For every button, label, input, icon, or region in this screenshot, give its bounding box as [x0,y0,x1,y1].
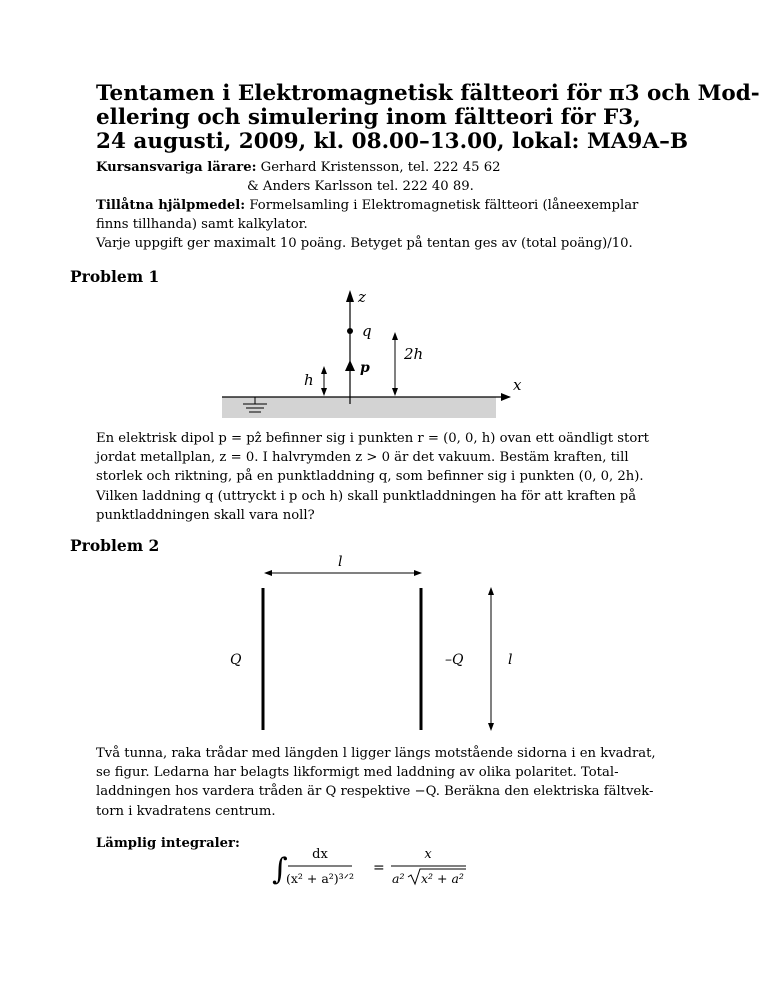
title-line-2: ellering och simulering inom fältteori för F3, [96,105,641,130]
l-side-arrow-top [488,587,494,595]
integrals-label: Lämplig integraler: [96,836,240,851]
formula-numerator-right: x [424,847,432,862]
problem-2-line-2: se figur. Ledarna har belagts likformigt med laddning av olika polaritet. Total- [96,765,619,781]
l-side-arrow-bottom [488,723,494,731]
l-top-label: l [338,554,343,570]
l-top-arrow-right [414,570,422,576]
responsible-teacher-2: & Anders Karlsson tel. 222 40 89. [247,179,474,194]
formula-equals: = [373,860,385,876]
aids-text-2: finns tillhanda) samt kalkylator. [96,217,308,232]
l-side-label: l [508,652,513,668]
formula-denominator-right-sqrt: x² + a² [421,871,464,886]
2h-dimension [392,332,398,396]
problem-1-heading: Problem 1 [70,267,160,286]
minus-Q-label: –Q [445,652,464,668]
integral-sign: ∫ [272,852,288,887]
problem-2-line-4: torn i kvadratens centrum. [96,803,276,819]
x-label: x [513,376,522,394]
integral-formula [272,847,466,887]
q-label: q [362,322,372,340]
problem-1-line-2: jordat metallplan, z = 0. I halvrymden z > 0 är det vakuum. Bestäm kraften, till [96,450,629,466]
x-axis-arrowhead [501,393,511,401]
z-label: z [358,288,366,306]
formula-numerator-left: dx [312,847,328,862]
problem-2-figure [230,554,512,731]
problem-1-text [96,429,656,525]
responsible-label: Kursansvariga lärare: [96,160,257,175]
h-dimension [321,366,327,396]
2h-label: 2h [404,345,424,363]
problem-2-line-3: laddningen hos vardera tråden är Q respektive −Q. Beräkna den elektriska fältvek- [96,784,654,800]
title-line-1: Tentamen i Elektromagnetisk fältteori för π3 och Mod- [96,81,760,106]
l-top-arrow-left [264,570,272,576]
aids-text-1: Formelsamling i Elektromagnetisk fältteori (låneexemplar [249,198,639,213]
problem-2-heading: Problem 2 [70,536,160,555]
problem-1-line-3: storlek och riktning, på en punktladdning q, som befinner sig i punkten (0, 0, 2h). [96,469,644,485]
z-axis-arrowhead [346,290,354,302]
responsible-teacher-1: Gerhard Kristensson, tel. 222 45 62 [260,160,501,175]
title-line-3: 24 augusti, 2009, kl. 08.00–13.00, lokal: MA9A–B [96,129,688,154]
problem-2-text [96,744,656,821]
Q-label: Q [230,652,242,668]
problem-1-line-5: punktladdningen skall vara noll? [96,507,315,523]
formula-denominator-right-a: a² [392,871,405,886]
aids-label: Tillåtna hjälpmedel: [96,198,246,213]
problem-2-line-1: Två tunna, raka trådar med längden l ligger längs motstående sidorna i en kvadrat, [96,746,656,761]
formula-denominator-left: (x² + a²)³ᐟ² [285,871,355,886]
p-label: p [360,360,370,376]
problem-1-line-4: Vilken laddning q (uttryckt i p och h) skall punktladdningen ha för att kraften på [96,488,637,504]
point-charge-dot [347,328,353,334]
problem-1-line-1: En elektrisk dipol p = pẑ befinner sig i punkten r = (0, 0, h) ovan ett oändligt stort [96,431,649,446]
h-label: h [304,371,314,389]
dipole-arrow [345,360,355,371]
grading-note: Varje uppgift ger maximalt 10 poäng. Betyget på tentan ges av (total poäng)/10. [96,236,633,251]
